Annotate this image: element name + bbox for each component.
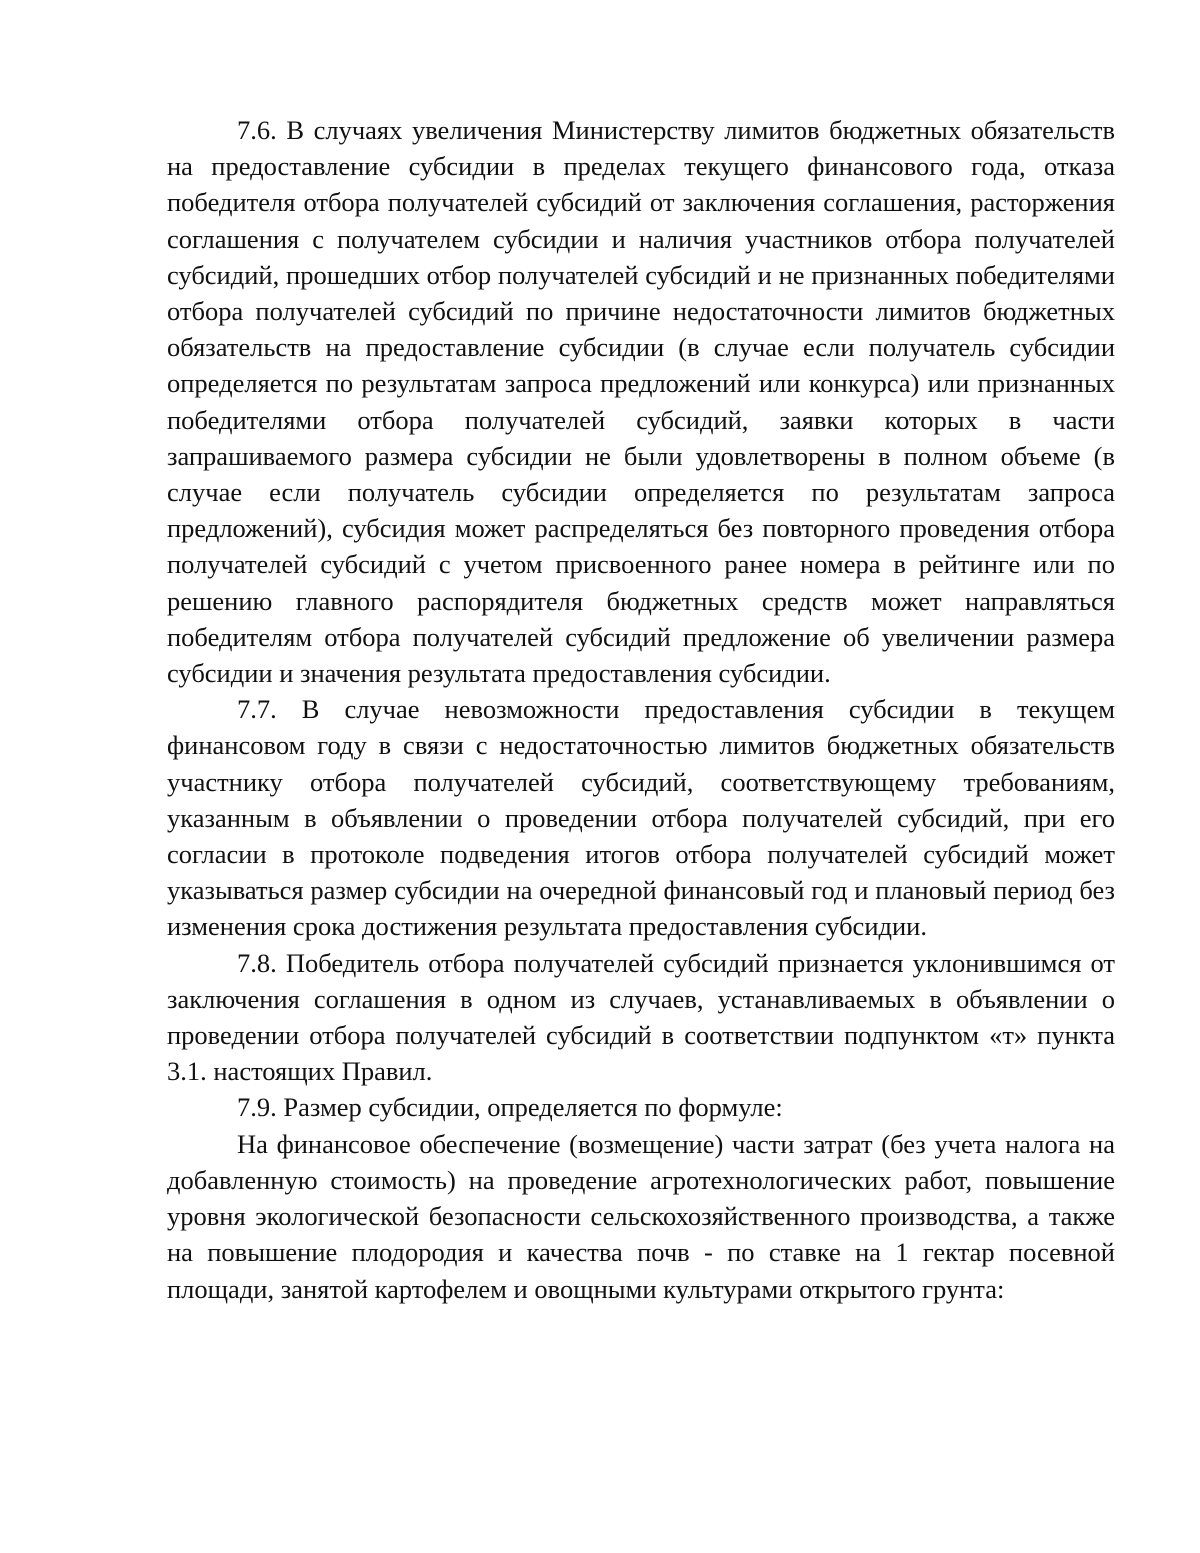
paragraph-7-9: 7.9. Размер субсидии, определяется по формуле: [237,1092,783,1123]
paragraph-formula-intro: На финансовое обеспечение (возмещение) части затрат (без учета налога на добавленную стоимость) на проведение агротехнологических работ, повышение уровня экологической безопасности сельскохозяйственного производства, а также на повышение плодородия и качества почв - по ставке на 1 гектар посевной площади, занятой картофелем и овощными культурами открытого грунта: [167,1128,1115,1304]
document-body [167,112,1115,1307]
paragraph-7-8: 7.8. Победитель отбора получателей субсидий признается уклонившимся от заключения соглашения в одном из случаев, устанавливаемых в объявлении о проведении отбора получателей субсидий в соответствии подпунктом «т» пункта 3.1. настоящих Правил. [167,947,1115,1087]
paragraph-7-7: 7.7. В случае невозможности предоставления субсидии в текущем финансовом году в связи с недостаточностью лимитов бюджетных обязательств участнику отбора получателей субсидий, соответствующему требованиям, указанным в объявлении о проведении отбора получателей субсидий, при его согласии в протоколе подведения итогов отбора получателей субсидий может указываться размер субсидии на очередной финансовый год и плановый период без изменения срока достижения результата предоставления субсидии. [167,694,1115,942]
paragraph-7-6: 7.6. В случаях увеличения Министерству лимитов бюджетных обязательств на предоставление субсидии в пределах текущего финансового года, отказа победителя отбора получателей субсидий от заключения соглашения, расторжения соглашения с получателем субсидии и наличия участников отбора получателей субсидий, прошедших отбор получателей субсидий и не признанных победителями отбора получателей субсидий по причине недостаточности лимитов бюджетных обязательств на предоставление субсидии (в случае если получатель субсидии определяется по результатам запроса предложений или конкурса) или признанных победителями отбора получателей субсидий, заявки которых в части запрашиваемого размера субсидии не были удовлетворены в полном объеме (в случае если получатель субсидии определяется по результатам запроса предложений), субсидия может распределяться без повторного проведения отбора получателей субсидий с учетом присвоенного ранее номера в рейтинге или по решению главного распорядителя бюджетных средств может направляться победителям отбора получателей субсидий предложение об увеличении размера субсидии и значения результата предоставления субсидии. [167,115,1115,689]
